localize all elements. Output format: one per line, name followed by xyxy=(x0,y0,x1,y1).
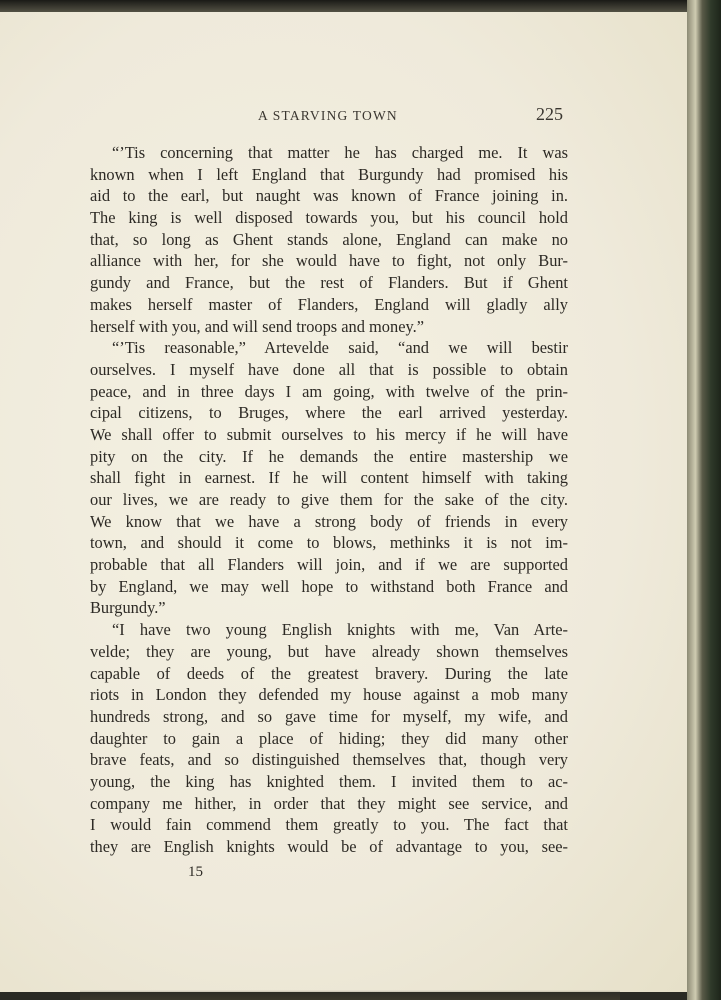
text-line: velde; they are young, but have already shown themselves xyxy=(90,641,568,661)
text-line: brave feats, and so distinguished themselves that, though very xyxy=(90,750,568,770)
text-line: they are English knights would be of advantage to you, see- xyxy=(90,837,568,856)
text-line: shall fight in earnest. If he will content himself with taking xyxy=(90,468,568,488)
text-line: riots in London they defended my house against a mob many xyxy=(90,685,568,705)
text-line: “I have two young English knights with me, Van Arte- xyxy=(112,620,568,640)
book-page xyxy=(0,12,690,992)
text-line: “’Tis reasonable,” Artevelde said, “and we will bestir xyxy=(112,338,568,358)
text-line: that, so long as Ghent stands alone, England can make no xyxy=(90,229,568,249)
signature-mark: 15 xyxy=(188,864,203,880)
text-line: The king is well disposed towards you, but his council hold xyxy=(90,208,568,228)
text-line: herself with you, and will send troops and money.” xyxy=(90,316,424,336)
text-line: peace, and in three days I am going, with twelve of the prin- xyxy=(90,381,568,401)
text-line: cipal citizens, to Bruges, where the earl arrived yesterday. xyxy=(90,403,568,423)
text-line: daughter to gain a place of hiding; they did many other xyxy=(90,728,568,748)
text-line: known when I left England that Burgundy had promised his xyxy=(90,164,568,184)
text-line: We know that we have a strong body of friends in every xyxy=(90,511,568,531)
text-line: pity on the city. If he demands the entire mastership we xyxy=(90,446,568,466)
text-line: I would fain commend them greatly to you. The fact that xyxy=(90,815,568,835)
text-line: probable that all Flanders will join, and if we are supported xyxy=(90,555,568,575)
text-line: town, and should it come to blows, methinks it is not im- xyxy=(90,533,568,553)
text-line: gundy and France, but the rest of Flanders. But if Ghent xyxy=(90,273,568,293)
page-bottom-shadow xyxy=(80,990,620,1000)
text-line: young, the king has knighted them. I invited them to ac- xyxy=(90,771,568,791)
body-text xyxy=(90,142,568,858)
text-line: makes herself master of Flanders, England will gladly ally xyxy=(90,294,568,314)
text-line: hundreds strong, and so gave time for myself, my wife, and xyxy=(90,706,568,726)
text-line: our lives, we are ready to give them for the sake of the city. xyxy=(90,490,568,509)
text-line: We shall offer to submit ourselves to his mercy if he will have xyxy=(90,424,568,444)
text-line: ourselves. I myself have done all that is possible to obtain xyxy=(90,359,568,379)
running-title: A STARVING TOWN xyxy=(258,108,398,123)
text-line: alliance with her, for she would have to fight, not only Bur- xyxy=(90,251,568,271)
page-header xyxy=(0,104,690,128)
text-line: “’Tis concerning that matter he has charged me. It was xyxy=(112,143,568,162)
text-line: Burgundy.” xyxy=(90,598,166,618)
text-line: company me hither, in order that they might see service, and xyxy=(90,793,568,813)
text-line: aid to the earl, but naught was known of France joining in. xyxy=(90,186,568,206)
book-spine xyxy=(687,0,721,1000)
text-line: capable of deeds of the greatest bravery. During the late xyxy=(90,663,568,683)
text-line: by England, we may well hope to withstand both France and xyxy=(90,576,568,596)
page-number: 225 xyxy=(536,104,563,124)
